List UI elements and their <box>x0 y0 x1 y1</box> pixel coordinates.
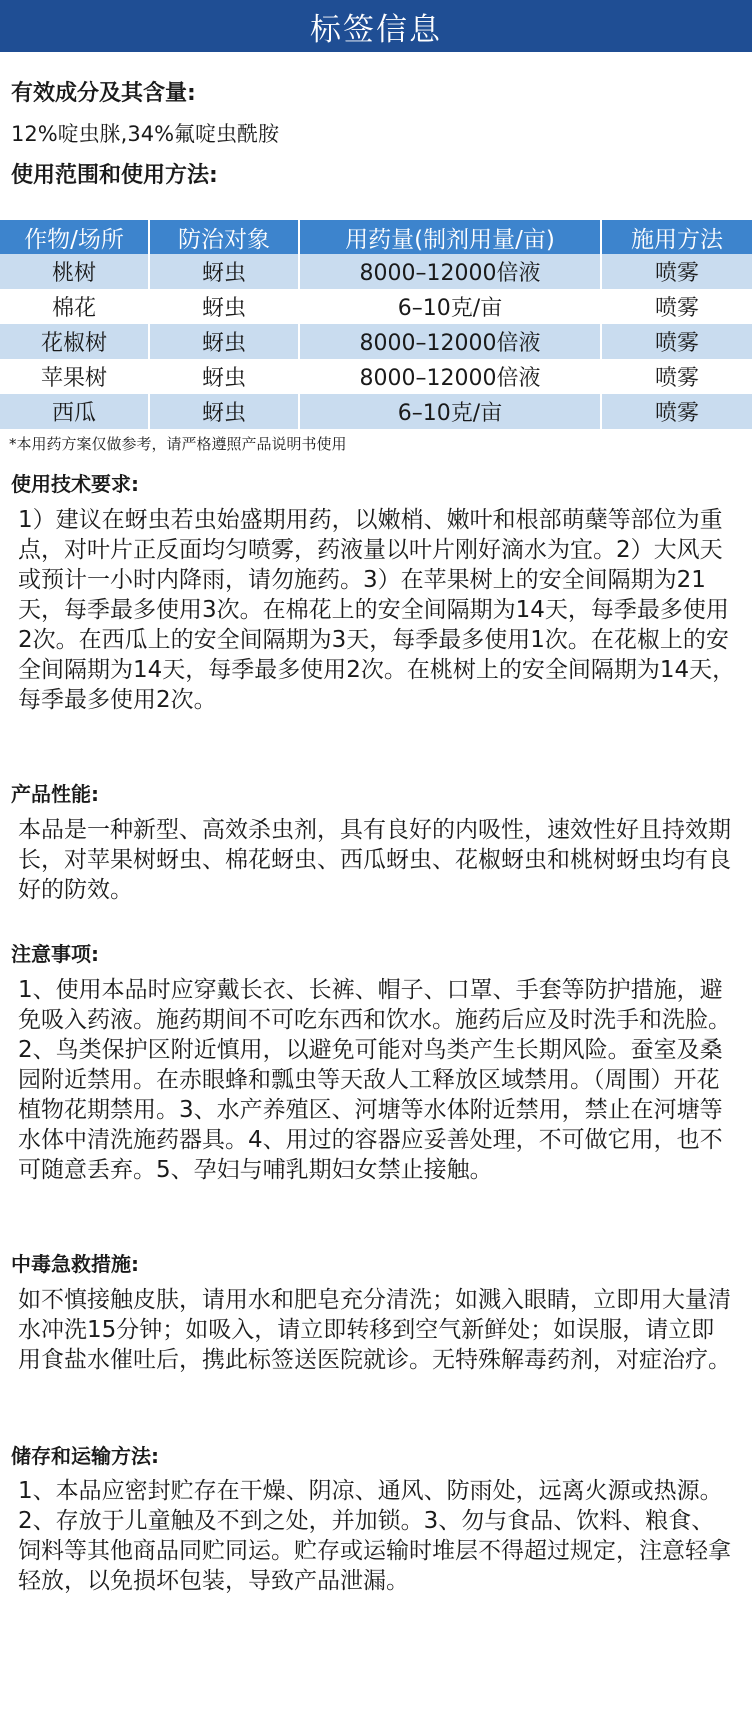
usage-title: 使用范围和使用方法: <box>11 163 218 188</box>
caution-title: 注意事项: <box>11 942 99 966</box>
performance-title: 产品性能: <box>11 782 99 806</box>
cell-dosage: 6–10克/亩 <box>299 289 601 324</box>
storage-title: 储存和运输方法: <box>11 1444 159 1468</box>
cell-dosage: 8000–12000倍液 <box>299 324 601 359</box>
storage-content: 1、本品应密封贮存在干燥、阴凉、通风、防雨处，远离火源或热源。2、存放于儿童触及不到之处，并加锁。3、勿与食品、饮料、粮食、饲料等其他商品同贮同运。贮存或运输时堆层不得超过规定，注意轻拿轻放，以免损坏包装，导致产品泄漏。 <box>18 1478 731 1594</box>
ingredients-title: 有效成分及其含量: <box>11 81 196 106</box>
cell-method: 喷雾 <box>601 289 752 324</box>
cell-dosage: 6–10克/亩 <box>299 394 601 429</box>
cell-method: 喷雾 <box>601 394 752 429</box>
table-header-row <box>0 220 752 254</box>
cell-crop: 桃树 <box>0 254 149 289</box>
ingredients-content: 12%啶虫脒,34%氟啶虫酰胺 <box>11 122 280 146</box>
table-row <box>0 289 752 324</box>
page-title: 标签信息 <box>310 11 442 48</box>
performance-content: 本品是一种新型、高效杀虫剂，具有良好的内吸性，速效性好且持效期长，对苹果树蚜虫、棉花蚜虫、西瓜蚜虫、花椒蚜虫和桃树蚜虫均有良好的防效。 <box>18 817 731 903</box>
table-row <box>0 254 752 289</box>
tech-title: 使用技术要求: <box>11 472 139 496</box>
column-header-crop: 作物/场所 <box>0 220 149 254</box>
firstaid-title: 中毒急救措施: <box>11 1252 139 1276</box>
cell-target: 蚜虫 <box>149 324 299 359</box>
table-row <box>0 394 752 429</box>
tech-content: 1）建议在蚜虫若虫始盛期用药，以嫩梢、嫩叶和根部萌蘖等部位为重点，对叶片正反面均匀喷雾，药液量以叶片刚好滴水为宜。2）大风天或预计一小时内降雨，请勿施药。3）在苹果树上的安全间隔期为21天，每季最多使用3次。在棉花上的安全间隔期为14天，每季最多使用2次。在西瓜上的安全间隔期为3天，每季最多使用1次。在花椒上的安全间隔期为14天，每季最多使用2次。在桃树上的安全间隔期为14天，每季最多使用2次。 <box>18 507 736 713</box>
table-row <box>0 359 752 394</box>
cell-crop: 西瓜 <box>0 394 149 429</box>
cell-method: 喷雾 <box>601 254 752 289</box>
cell-method: 喷雾 <box>601 324 752 359</box>
cell-method: 喷雾 <box>601 359 752 394</box>
table-note: *本用药方案仅做参考，请严格遵照产品说明书使用 <box>9 435 347 453</box>
column-header-dosage: 用药量(制剂用量/亩) <box>299 220 601 254</box>
cell-dosage: 8000–12000倍液 <box>299 254 601 289</box>
dosage-table <box>0 220 752 429</box>
cell-target: 蚜虫 <box>149 289 299 324</box>
cell-dosage: 8000–12000倍液 <box>299 359 601 394</box>
cell-crop: 花椒树 <box>0 324 149 359</box>
cell-target: 蚜虫 <box>149 359 299 394</box>
cell-target: 蚜虫 <box>149 254 299 289</box>
cell-target: 蚜虫 <box>149 394 299 429</box>
page-header <box>0 0 752 52</box>
table-row <box>0 324 752 359</box>
column-header-method: 施用方法 <box>601 220 752 254</box>
firstaid-content: 如不慎接触皮肤，请用水和肥皂充分清洗；如溅入眼睛，立即用大量清水冲洗15分钟；如吸入，请立即转移到空气新鲜处；如误服，请立即用食盐水催吐后，携此标签送医院就诊。无特殊解毒药剂，对症治疗。 <box>18 1287 731 1373</box>
column-header-target: 防治对象 <box>149 220 299 254</box>
caution-content: 1、使用本品时应穿戴长衣、长裤、帽子、口罩、手套等防护措施，避免吸入药液。施药期间不可吃东西和饮水。施药后应及时洗手和洗脸。2、鸟类保护区附近慎用，以避免可能对鸟类产生长期风险。蚕室及桑园附近禁用。在赤眼蜂和瓢虫等天敌人工释放区域禁用。（周围）开花植物花期禁用。3、水产养殖区、河塘等水体附近禁用，禁止在河塘等水体中清洗施药器具。4、用过的容器应妥善处理，不可做它用，也不可随意丢弃。5、孕妇与哺乳期妇女禁止接触。 <box>18 977 731 1183</box>
cell-crop: 苹果树 <box>0 359 149 394</box>
cell-crop: 棉花 <box>0 289 149 324</box>
